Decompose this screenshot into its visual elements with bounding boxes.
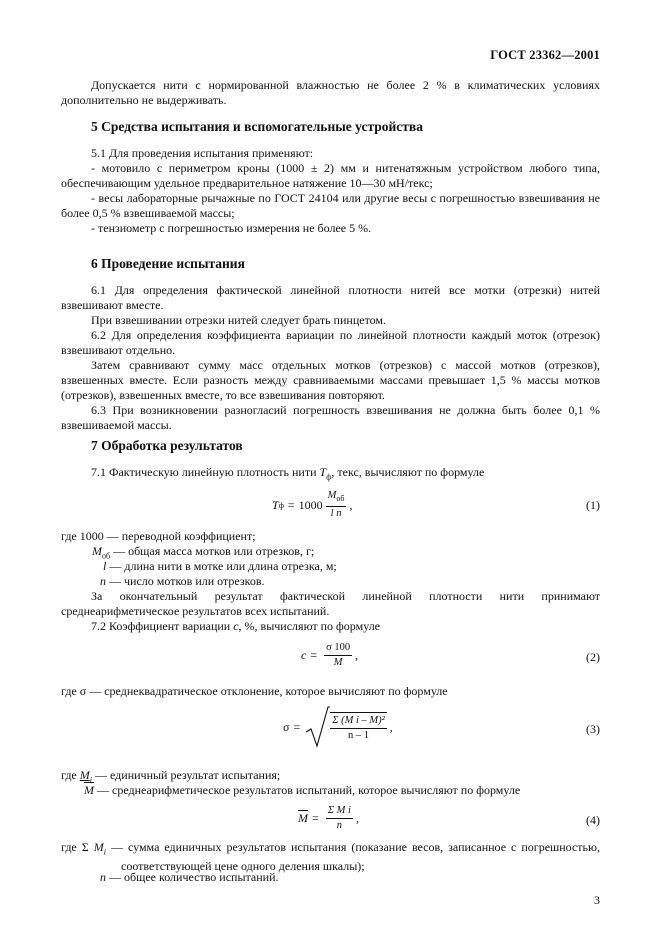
section-7-1-intro: 7.1 Фактическую линейную плотность нити $T_ф$, текс, вычисляют по формуле [91,465,485,482]
section-5-p3: - весы лабораторные рычажные по ГОСТ 24104 или другие весы с погрешностью взвешивания не более 0,5 % взвешиваемой массы; [61,191,600,220]
square-root-sign [304,706,330,748]
page-number: 3 [594,893,600,907]
equation-number-4: (4) [586,813,600,827]
section-6-title: 6 Проведение испытания [91,256,245,271]
section-6-p2: При взвешивании отрезки нитей следует брать пинцетом. [91,313,387,327]
where-1-line-3: l — длина нити в мотке или длина отрезка, м; [103,559,337,573]
standard-header: ГОСТ 23362—2001 [490,48,600,62]
equation-number-2: (2) [586,650,600,664]
where-3-line-2: $\overline{M}$ — среднеарифметическое результатов испытаний, которое вычисляют по формуле [84,783,521,797]
where-1-line-1: где 1000 — переводной коэффициент; [61,529,256,543]
section-5-title: 5 Средства испытания и вспомогательные устройства [91,119,423,134]
formula-1: T ф = 1000 $\frac{M_{об}}{\text{l n}}$ , [272,490,353,520]
equation-number-3: (3) [586,722,600,736]
where-1-line-2: $M_{об}$ — общая масса мотков или отрезков, г; [92,544,315,561]
section-6-p4: Затем сравнивают сумму масс отдельных мотков (отрезков) с массой мотков (отрезков), взвешенных вместе. Если разность между сравниваемыми массами превышает 1,5 % массы мотков (отрезков), взвешенных вместе, то все взвешивания повторяют. [61,358,600,402]
section-5-p4: - тензиометр с погрешностью измерения не более 5 %. [91,221,372,235]
where-4-line-2: n — общее количество испытаний. [100,870,279,884]
intro-paragraph: Допускается нити с нормированной влажностью не более 2 % в климатических условиях дополнительно не выдерживать. [61,78,600,107]
where-4-line-1: где Σ $M_i$ — сумма единичных результатов испытания (показание весов, записанное с погрешностью, соответствующей цене одного деления шкалы); [61,840,600,874]
formula-2: c = $\frac{\sigma 100}{M}$ , [301,642,359,668]
where-2-line-1: где σ — среднеквадратическое отклонение, которое вычисляют по формуле [61,684,448,698]
equation-number-1: (1) [586,498,600,512]
section-6-p5: 6.3 При возникновении разногласий погрешность взвешивания не должна быть более 0,1 % взвешиваемой массы. [61,403,600,432]
section-7-1-conclusion: За окончательный результат фактической линейной плотности нити принимают среднеарифметическое результатов всех испытаний. [61,589,600,618]
section-6-p1: 6.1 Для определения фактической линейной плотности нитей все мотки (отрезки) нитей взвешивают вместе. [61,283,600,312]
formula-4: $\overline{M}$ = $\frac{\text{Σ M i}}{n}$ , [298,805,359,831]
section-5-p1: 5.1 Для проведения испытания применяют: [91,146,314,160]
section-5-p2: - мотовило с периметром кроны (1000 ± 2) мм и нитенатяжным устройством любого типа, обеспечивающим удельное предварительное натяжение 10—30 мН/текс; [61,161,600,190]
section-7-2-intro: 7.2 Коэффициент вариации c, %, вычисляют по формуле [91,619,381,633]
section-6-p3: 6.2 Для определения коэффициента вариации по линейной плотности каждый моток (отрезок) взвешивают отдельно. [61,328,600,357]
where-3-line-1: где $M_i$ — единичный результат испытания; [61,768,281,785]
where-1-line-4: n — число мотков или отрезков. [100,574,265,588]
formula-3: σ = $\frac{\text{Σ (M i – M)²}}{n - 1}$ , [283,706,393,748]
section-7-title: 7 Обработка результатов [91,438,243,453]
